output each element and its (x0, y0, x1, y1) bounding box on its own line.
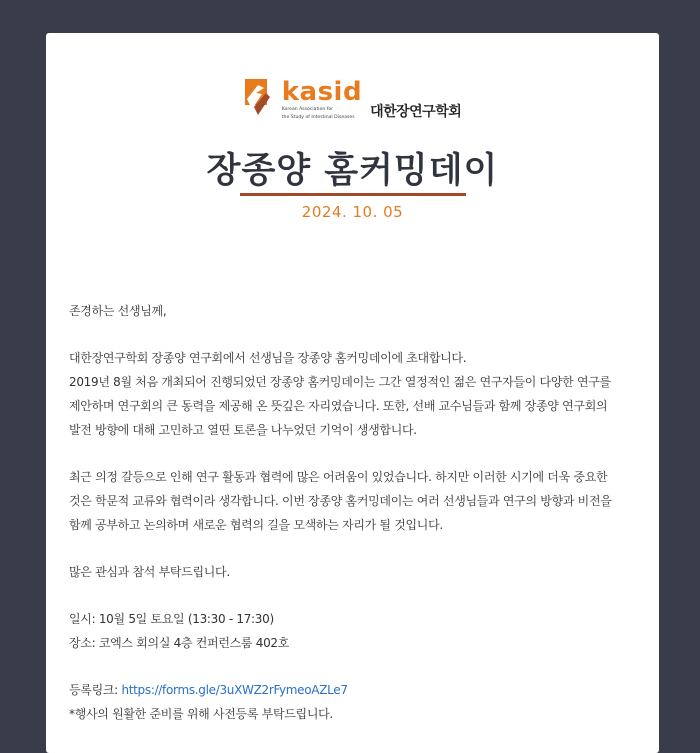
intro-line: 2019년 8월 처음 개최되어 진행되었던 장종양 홈커밍데이는 그간 열정적인 젊은 연구자들이 다양한 연구를 (69, 375, 611, 389)
logo-wordmark: kasid (281, 77, 363, 107)
greeting: 존경하는 선생님께, (69, 304, 167, 318)
body-line: 최근 의정 갈등으로 인해 연구 활동과 협력에 많은 어려움이 있었습니다. 하지만 이러한 시기에 더욱 중요한 (69, 470, 608, 484)
body-line: 것은 학문적 교류와 협력이라 생각합니다. 이번 장종양 홈커밍데이는 여러 선생님들과 연구의 방향과 비전을 (69, 494, 612, 508)
event-title: 장종양 홈커밍데이 (206, 151, 499, 191)
closing-line: 많은 관심과 참석 부탁드립니다. (69, 565, 230, 579)
kasid-logo-icon (244, 79, 280, 119)
logo-subtitle-2: the Study of Intestinal Diseases (281, 114, 355, 120)
register-label: 등록링크: (69, 683, 122, 697)
logo-subtitle-1: Korean Association for (281, 107, 334, 112)
venue-line: 장소: 코엑스 회의실 4층 컨퍼런스룸 402호 (69, 636, 290, 650)
intro-line: 제안하며 연구회의 큰 동력을 제공해 온 뜻깊은 자리였습니다. 또한, 선배 교수님들과 함께 장종양 연구회의 (69, 399, 608, 413)
body-line: 함께 공부하고 논의하며 새로운 협력의 길을 모색하는 자리가 될 것입니다. (69, 518, 443, 532)
letter-body (69, 299, 641, 726)
event-date: 2024. 10. 05 (301, 203, 404, 221)
registration-note: *행사의 원활한 준비를 위해 사전등록 부탁드립니다. (69, 707, 333, 721)
society-name: 대한장연구학회 (370, 104, 462, 120)
society-logo (46, 79, 659, 121)
schedule-line: 일시: 10월 5일 토요일 (13:30 - 17:30) (69, 612, 274, 626)
title-divider (240, 193, 466, 196)
intro-line: 대한장연구학회 장종양 연구회에서 선생님을 장종양 홈커밍데이에 초대합니다. (69, 351, 467, 365)
register-line (69, 678, 641, 702)
register-link[interactable]: https://forms.gle/3uXWZ2rFymeoAZLe7 (121, 683, 348, 697)
invitation-card (46, 33, 659, 753)
intro-line: 발전 방향에 대해 고민하고 열띤 토론을 나누었던 기억이 생생합니다. (69, 423, 417, 437)
